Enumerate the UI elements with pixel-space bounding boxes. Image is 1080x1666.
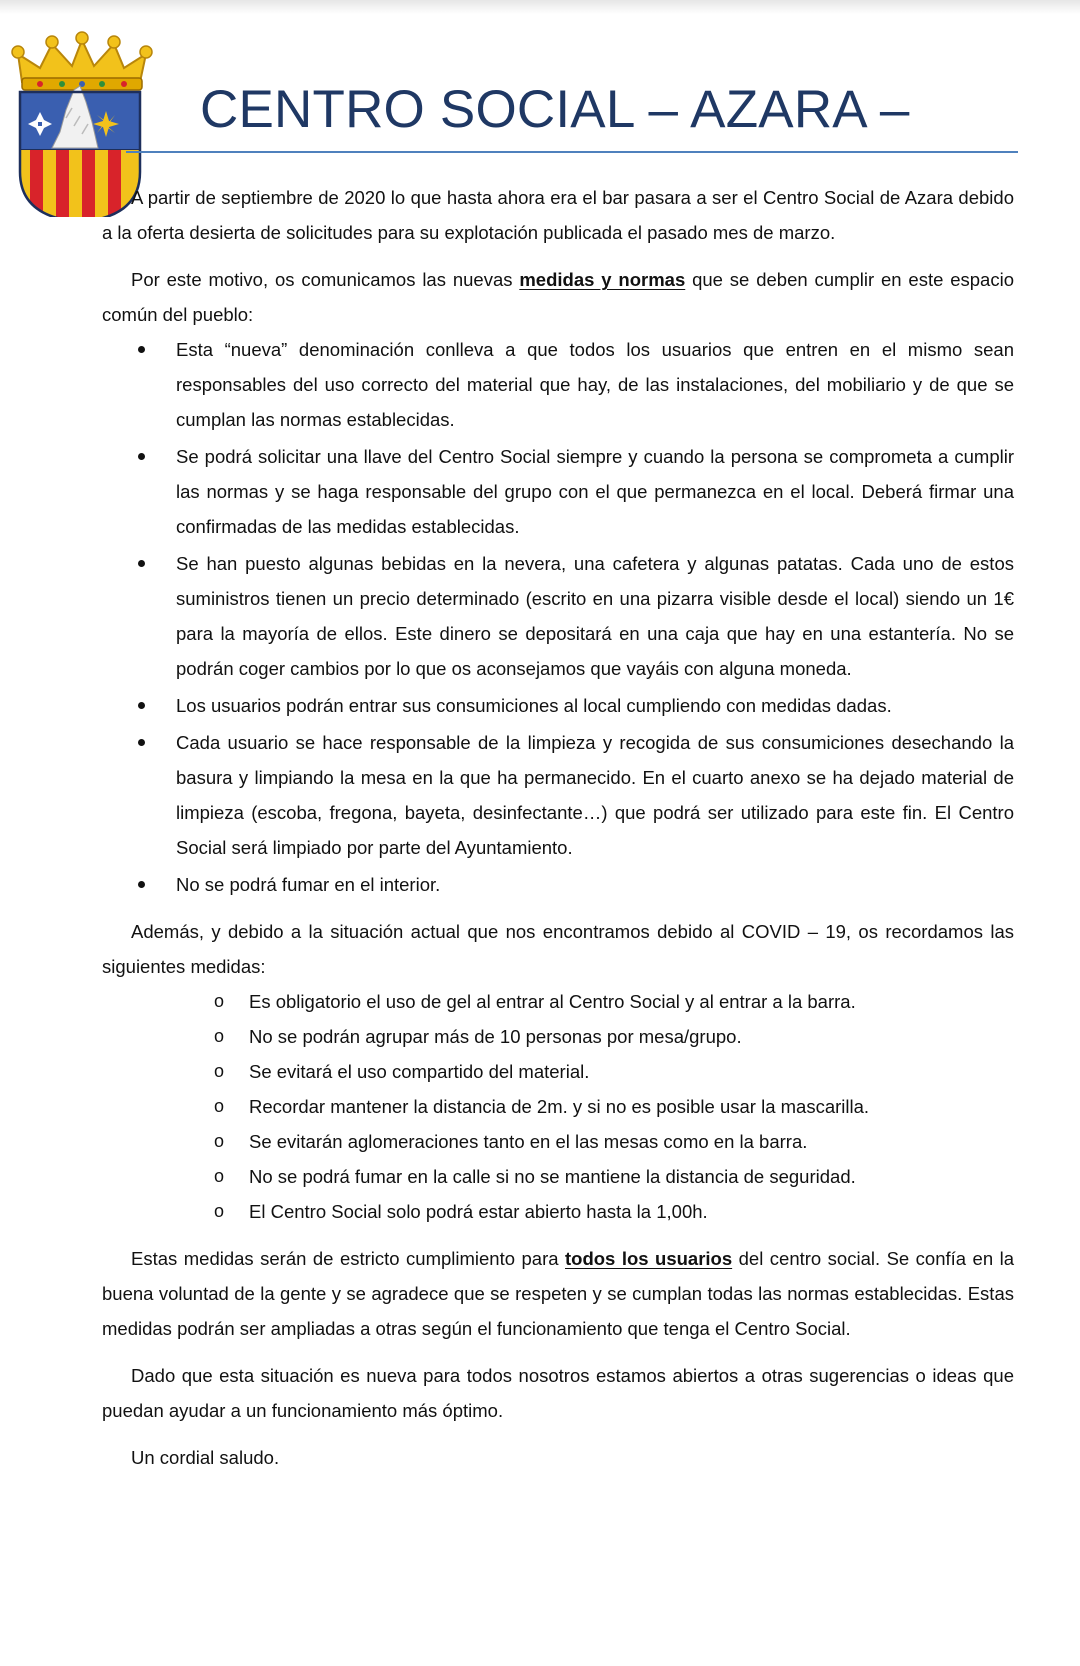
measure-text: No se podrán agrupar más de 10 personas por mesa/grupo. [249,1026,742,1047]
list-item [102,1124,1014,1159]
list-item [102,1089,1014,1124]
circle-bullet-icon: o [214,1061,225,1081]
rules-intro-text-end: que se deben cumplir en este espacio común del pueblo: [102,269,1014,325]
rule-text: Esta “nueva” denominación conlleva a que todos los usuarios que entren en el mismo sean responsables del uso correcto del material que hay, de las instalaciones, del mobiliario y de que se cumplan las normas establecidas. [176,339,1014,430]
rules-list [102,332,1014,902]
circle-bullet-icon: o [214,1131,225,1151]
crown-icon [12,32,152,90]
circle-bullet-icon: o [214,991,225,1011]
bullet-icon [138,702,145,709]
closing-paragraph [102,1241,1014,1346]
list-item [102,546,1014,686]
rule-text: Se podrá solicitar una llave del Centro Social siempre y cuando la persona se comprometa a cumplir las normas y se haga responsable del grupo con el que permanezca en el local. Deberá firmar una confirmadas de las medidas establecidas. [176,446,1014,537]
covid-intro-paragraph: Además, y debido a la situación actual que nos encontramos debido al COVID – 19, os recordamos las siguientes medidas: [102,921,1014,977]
list-item [102,439,1014,544]
circle-bullet-icon: o [214,1166,225,1186]
list-item [102,688,1014,723]
measure-text: Es obligatorio el uso de gel al entrar al Centro Social y al entrar a la barra. [249,991,856,1012]
bullet-icon [138,560,145,567]
measure-text: Recordar mantener la distancia de 2m. y si no es posible usar la mascarilla. [249,1096,870,1117]
list-item [102,984,1014,1019]
page-top-edge [0,0,1080,14]
bullet-icon [138,346,145,353]
circle-bullet-icon: o [214,1026,225,1046]
users-emphasis: todos los usuarios [565,1248,733,1269]
bullet-icon [138,739,145,746]
intro-paragraph: A partir de septiembre de 2020 lo que hasta ahora era el bar pasara a ser el Centro Social de Azara debido a la oferta desierta de solicitudes para su explotación publicada el pasado mes de marzo. [102,187,1014,243]
circle-bullet-icon: o [214,1096,225,1116]
document-body [102,180,1014,1475]
rules-emphasis: medidas y normas [519,269,686,290]
list-item [102,332,1014,437]
circle-bullet-icon: o [214,1201,225,1221]
measure-text: El Centro Social solo podrá estar abierto hasta la 1,00h. [249,1201,708,1222]
title-underline-rule [126,151,1018,153]
rule-text: Se han puesto algunas bebidas en la nevera, una cafetera y algunas patatas. Cada uno de estos suministros tienen un precio determinado (escrito en una pizarra visible desde el local) siendo un 1€ para la mayoría de ellos. Este dinero se depositará en una caja que hay en una estantería. No se podrán coger cambios por lo que os aconsejamos que vayáis con alguna moneda. [176,553,1014,679]
measure-text: Se evitarán aglomeraciones tanto en el las mesas como en la barra. [249,1131,808,1152]
list-item [102,725,1014,865]
covid-measures-list [102,984,1014,1229]
bullet-icon [138,881,145,888]
rule-text: Los usuarios podrán entrar sus consumiciones al local cumpliendo con medidas dadas. [176,695,892,716]
list-item [102,1159,1014,1194]
list-item [102,1054,1014,1089]
signoff: Un cordial saludo. [131,1447,280,1468]
measure-text: No se podrá fumar en la calle si no se mantiene la distancia de seguridad. [249,1166,856,1187]
rules-intro-paragraph [102,262,1014,332]
list-item [102,1019,1014,1054]
measure-text: Se evitará el uso compartido del material. [249,1061,590,1082]
closing-text: Estas medidas serán de estricto cumplimiento para [131,1248,565,1269]
suggestions-paragraph: Dado que esta situación es nueva para todos nosotros estamos abiertos a otras sugerencias o ideas que puedan ayudar a un funcionamiento más óptimo. [102,1365,1014,1421]
bullet-icon [138,453,145,460]
rule-text: Cada usuario se hace responsable de la limpieza y recogida de sus consumiciones desechando la basura y limpiando la mesa en la que ha permanecido. En el cuarto anexo se ha dejado material de limpieza (escoba, fregona, bayeta, desinfectante…) que podrá ser utilizado para este fin. El Centro Social será limpiado por parte del Ayuntamiento. [176,732,1014,858]
list-item [102,1194,1014,1229]
list-item [102,867,1014,902]
closing-text-end: del centro social. Se confía en la buena voluntad de la gente y se agradece que se respeten y se cumplan todas las normas establecidas. Estas medidas podrán ser ampliadas a otras según el funcionamiento que tenga el Centro Social. [102,1248,1014,1339]
rule-text: No se podrá fumar en el interior. [176,874,441,895]
page-title: CENTRO SOCIAL – AZARA – [200,80,910,139]
rules-intro-text: Por este motivo, os comunicamos las nuevas [131,269,520,290]
